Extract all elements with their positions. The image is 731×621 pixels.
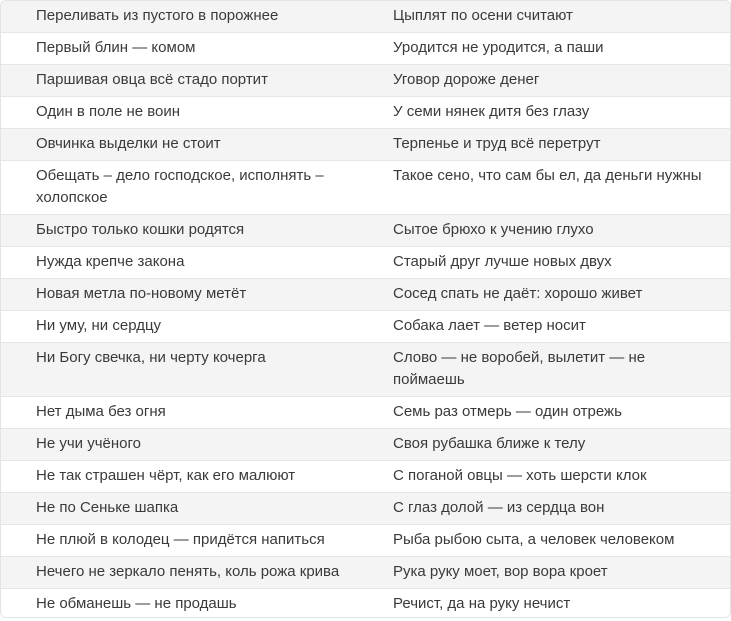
table-row	[1, 161, 730, 215]
right-proverb-cell: Такое сено, что сам бы ел, да деньги нужны	[358, 161, 730, 215]
table-row	[1, 33, 730, 65]
left-proverb-cell: Нечего не зеркало пенять, коль рожа крива	[1, 557, 358, 589]
right-proverb-cell: Уродится не уродится, а паши	[358, 33, 730, 65]
right-proverb-cell: С поганой овцы — хоть шерсти клок	[358, 461, 730, 493]
right-proverb-cell: Цыплят по осени считают	[358, 1, 730, 33]
proverbs-table-body	[1, 1, 730, 618]
right-proverb-cell: Собака лает — ветер носит	[358, 311, 730, 343]
left-proverb-cell: Один в поле не воин	[1, 97, 358, 129]
table-row	[1, 461, 730, 493]
right-proverb-cell: С глаз долой — из сердца вон	[358, 493, 730, 525]
table-row	[1, 557, 730, 589]
left-proverb-cell: Быстро только кошки родятся	[1, 215, 358, 247]
table-row	[1, 343, 730, 397]
table-row	[1, 97, 730, 129]
right-proverb-cell: Старый друг лучше новых двух	[358, 247, 730, 279]
table-row	[1, 493, 730, 525]
right-proverb-cell: Терпенье и труд всё перетрут	[358, 129, 730, 161]
table-row	[1, 247, 730, 279]
left-proverb-cell: Не учи учёного	[1, 429, 358, 461]
left-proverb-cell: Нет дыма без огня	[1, 397, 358, 429]
left-proverb-cell: Ни Богу свечка, ни черту кочерга	[1, 343, 358, 397]
left-proverb-cell: Первый блин — комом	[1, 33, 358, 65]
left-proverb-cell: Нужда крепче закона	[1, 247, 358, 279]
right-proverb-cell: Речист, да на руку нечист	[358, 589, 730, 619]
right-proverb-cell: У семи нянек дитя без глазу	[358, 97, 730, 129]
table-row	[1, 311, 730, 343]
left-proverb-cell: Переливать из пустого в порожнее	[1, 1, 358, 33]
right-proverb-cell: Сосед спать не даёт: хорошо живет	[358, 279, 730, 311]
left-proverb-cell: Обещать – дело господское, исполнять – холопское	[1, 161, 358, 215]
left-proverb-cell: Паршивая овца всё стадо портит	[1, 65, 358, 97]
left-proverb-cell: Овчинка выделки не стоит	[1, 129, 358, 161]
table-row	[1, 429, 730, 461]
table-row	[1, 397, 730, 429]
right-proverb-cell: Своя рубашка ближе к телу	[358, 429, 730, 461]
right-proverb-cell: Сытое брюхо к учению глухо	[358, 215, 730, 247]
table-row	[1, 525, 730, 557]
left-proverb-cell: Новая метла по-новому метёт	[1, 279, 358, 311]
right-proverb-cell: Рыба рыбою сыта, а человек человеком	[358, 525, 730, 557]
table-row	[1, 129, 730, 161]
table-row	[1, 65, 730, 97]
proverbs-table	[1, 1, 730, 618]
table-row	[1, 589, 730, 619]
right-proverb-cell: Слово — не воробей, вылетит — не поймаешь	[358, 343, 730, 397]
left-proverb-cell: Ни уму, ни сердцу	[1, 311, 358, 343]
table-row	[1, 215, 730, 247]
left-proverb-cell: Не плюй в колодец — придётся напиться	[1, 525, 358, 557]
left-proverb-cell: Не обманешь — не продашь	[1, 589, 358, 619]
table-row	[1, 1, 730, 33]
right-proverb-cell: Семь раз отмерь — один отрежь	[358, 397, 730, 429]
right-proverb-cell: Уговор дороже денег	[358, 65, 730, 97]
left-proverb-cell: Не по Сеньке шапка	[1, 493, 358, 525]
table-row	[1, 279, 730, 311]
right-proverb-cell: Рука руку моет, вор вора кроет	[358, 557, 730, 589]
left-proverb-cell: Не так страшен чёрт, как его малюют	[1, 461, 358, 493]
